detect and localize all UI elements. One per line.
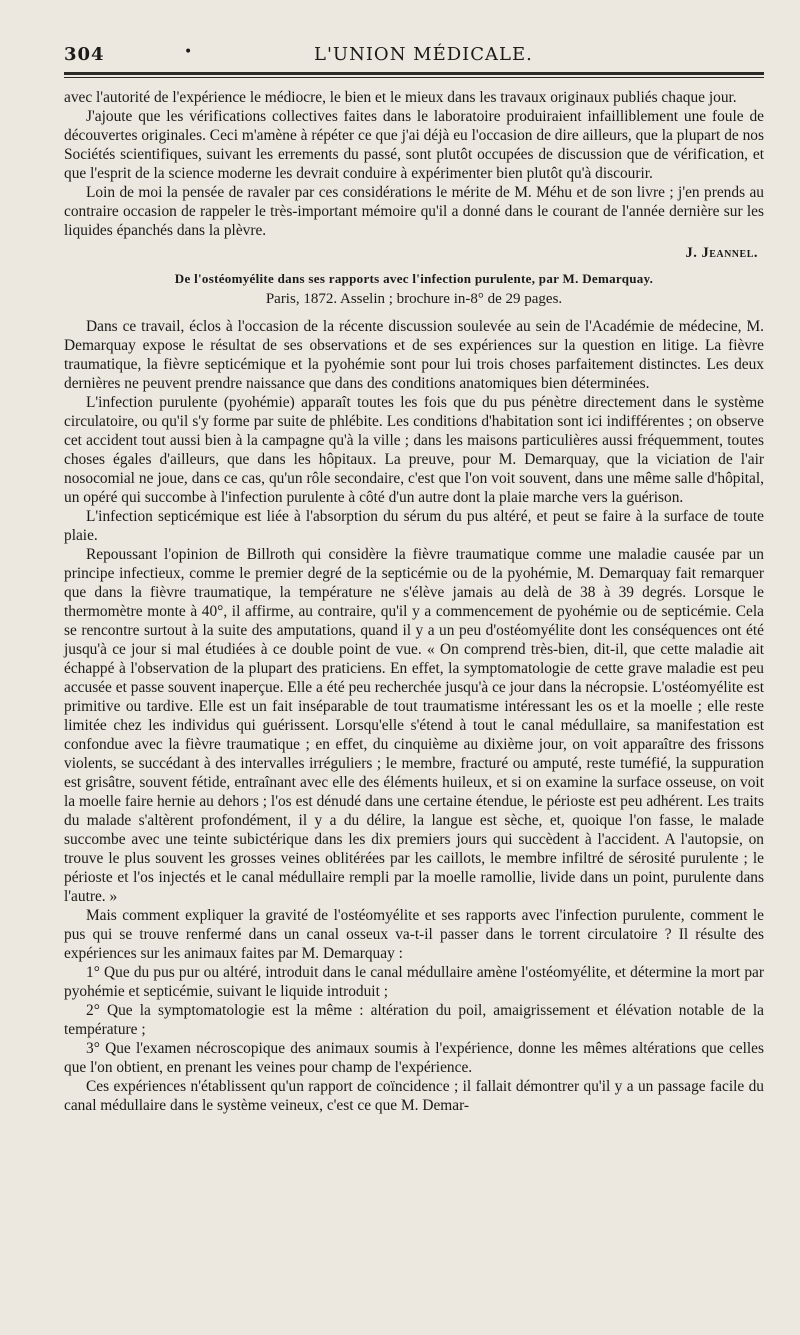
paragraph: Mais comment expliquer la gravité de l'ostéomyélite et ses rapports avec l'infection purulente, comment le pus qui se trouve renfermé dans un canal osseux va-t-il passer dans le torrent circulatoire ? Il résulte des expériences sur les animaux faites par M. Demarquay : [64, 907, 764, 962]
paragraph: Repoussant l'opinion de Billroth qui considère la fièvre traumatique comme une maladie causée par un principe infectieux, comme le premier degré de la septicémie ou de la pyohémie, M. Demarquay fait remarquer que dans la fièvre traumatique, la température ne s'élève jamais au delà de 38 à 39 degrés. Lorsque le thermomètre monte à 40°, il affirme, au contraire, qu'il y a commencement de pyohémie ou de septicémie. Cela se rencontre surtout à la suite des amputations, quand il y a un peu d'ostéomyélite dont les conséquences ont été jusqu'à ce jour si mal étudiées à ce double point de vue. « On comprend très-bien, dit-il, que cette maladie ait échappé à l'observation de la plupart des praticiens. En effet, la symptomatologie de cette grave maladie est peu accusée et passe souvent inaperçue. Elle a été peu recherchée jusqu'à ce jour dans la nécropsie. L'ostéomyélite est primitive ou tardive. Elle est un fait inséparable de tout traumatisme intéressant les os et la moelle ; elle reste limitée chez les individus qui guérissent. Lorsqu'elle s'étend à tout le canal médullaire, sa manifestation est confondue avec la fièvre traumatique ; en effet, du cinquième au dixième jour, on voit apparaître des frissons violents, se succédant à des intervalles irréguliers ; le membre, fracturé ou amputé, reste tuméfié, la suppuration est grisâtre, souvent fétide, entraînant avec elle des éléments huileux, et si on examine la surface osseuse, on voit la moelle faire hernie au dehors ; l'os est dénudé dans une certaine étendue, le périoste est peu adhérent. Les traits du malade s'altèrent profondément, il y a du délire, la langue est sèche, et, quoique l'on fasse, le malade succombe avec une teinte subictérique dans les dix premiers jours qui succèdent à l'accident. A l'autopsie, on trouve le plus souvent les grosses veines oblitérées par les caillots, le membre infiltré de sérosité purulente ; le périoste et l'os injectés et le canal médullaire rempli par la moelle ramollie, livide dans un point, purulente dans l'autre. » [64, 546, 764, 905]
list-item: 1° Que du pus pur ou altéré, introduit dans le canal médullaire amène l'ostéomyélite, et détermine la mort par pyohémie et septicémie, suivant le liquide introduit ; [64, 964, 764, 1000]
paragraph: Dans ce travail, éclos à l'occasion de la récente discussion soulevée au sein de l'Académie de médecine, M. Demarquay expose le résultat de ses observations et de ses expériences sur la question en litige. La fièvre traumatique, la fièvre septicémique et la pyohémie sont pour lui trois choses parfaitement distinctes. Les deux dernières ne peuvent prendre naissance que dans des conditions anatomiques bien déterminées. [64, 318, 764, 392]
article-body [64, 88, 764, 1115]
paragraph: L'infection septicémique est liée à l'absorption du sérum du pus altéré, et peut se faire à la surface de toute plaie. [64, 508, 764, 544]
paragraph: L'infection purulente (pyohémie) apparaît toutes les fois que du pus pénètre directement dans le système circulatoire, ou qu'il s'y forme par suite de phlébite. Les conditions d'habitation sont ici indifférentes ; on observe cet accident tout aussi bien à la campagne qu'à la ville ; dans les maisons particulières aussi fréquemment, toutes choses égales d'ailleurs, que dans les hôpitaux. La preuve, pour M. Demarquay, que la viciation de l'air nosocomial ne joue, dans ce cas, qu'un rôle secondaire, c'est que l'on voit souvent, dans une même salle d'hôpital, un opéré qui succombe à l'infection purulente à côté d'un autre dont la plaie marche vers la guérison. [64, 394, 764, 506]
list-item: 2° Que la symptomatologie est la même : altération du poil, amaigrissement et élévation notable de la température ; [64, 1002, 764, 1038]
paragraph: avec l'autorité de l'expérience le médiocre, le bien et le mieux dans les travaux originaux publiés chaque jour. [64, 89, 737, 106]
page-header [64, 38, 764, 68]
paragraph: Loin de moi la pensée de ravaler par ces considérations le mérite de M. Méhu et de son livre ; j'en prends au contraire occasion de rappeler le très-important mémoire qu'il a donné dans le courant de l'année dernière sur les liquides épanchés dans la plèvre. [64, 184, 764, 239]
header-rule [64, 72, 764, 78]
paragraph: J'ajoute que les vérifications collectives faites dans le laboratoire produiraient infailliblement une foule de découvertes originales. Ceci m'amène à répéter ce que j'ai déjà eu l'occasion de dire ailleurs, que la plupart de nos Sociétés scientifiques, suivant les errements du passé, sont plutôt occupées de discussion que de vérification, et que l'esprit de la science moderne les devrait conduire à expérimenter bien plutôt qu'à discourir. [64, 108, 764, 182]
page-number: 304 [64, 44, 105, 65]
header-bullet: • [184, 44, 194, 60]
review-title: De l'ostéomyélite dans ses rapports avec l'infection purulente, par M. Demarquay. [174, 271, 654, 286]
paragraph: Ces expériences n'établissent qu'un rapport de coïncidence ; il fallait démontrer qu'il y a un passage facile du canal médullaire dans le système veineux, c'est ce que M. Demar- [64, 1078, 764, 1114]
review-publication-info: Paris, 1872. Asselin ; brochure in-8° de 29 pages. [265, 291, 563, 307]
list-item: 3° Que l'examen nécroscopique des animaux soumis à l'expérience, donne les mêmes altérations que celles que l'on obtient, en prenant les veines pour champ de l'expérience. [64, 1040, 764, 1076]
author-signature: J. Jeannel. [685, 245, 758, 261]
review-heading [64, 269, 764, 309]
running-title: L'UNION MÉDICALE. [314, 44, 533, 65]
